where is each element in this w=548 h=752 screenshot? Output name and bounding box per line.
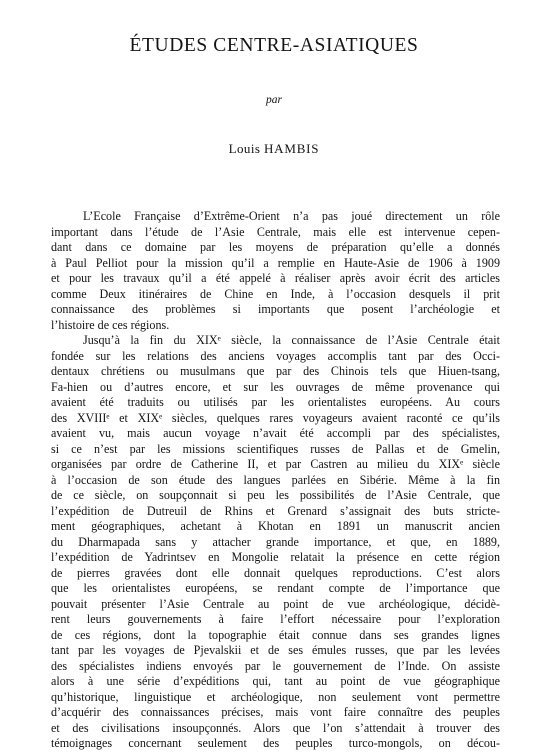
article-body — [51, 209, 500, 752]
text-line: avaient été traduits ou utilisés par les orientalistes européens. Au cours — [51, 395, 500, 409]
text-line: et des civilisations insoupçonnés. Alors que l’on s’attendait à trouver des — [51, 720, 500, 735]
author-name — [0, 141, 548, 157]
text-line: alors à une série d’expéditions qui, tant au point de vue géographique — [51, 674, 500, 688]
text-line: important dans l’étude de l’Asie Centrale, mais elle est intervenue cepen- — [51, 224, 500, 239]
text-line: rent leurs gouvernements à faire l’effort nécessaire pour l’exploration — [51, 612, 500, 626]
text-line: dentaux chrétiens ou musulmans que par des Chinois tels que Hiuen-tsang, — [51, 364, 500, 378]
text-line: témoignages concernant seulement des peuples turco-mongols, on décou- — [51, 736, 500, 750]
text-line: l’expédition de Yadrintsev en Mongolie relatait la présence en cette région — [51, 550, 500, 564]
text-line: fondée sur les relations des anciens voyages accomplis tant par des Occi- — [51, 348, 500, 363]
text-line: connaissance des problèmes si importants que posent l’archéologie et — [51, 302, 500, 316]
paragraph-2 — [51, 333, 500, 752]
text-line: organisées par ordre de Catherine II, et par Castren au milieu du XIXᵉ siècle — [51, 457, 500, 471]
text-line: qu’historique, linguistique et archéologique, non seulement vont permettre — [51, 689, 500, 704]
text-line: à l’occasion de son étude des langues parlées en Sibérie. Même à la fin — [51, 472, 500, 487]
text-line: que les orientalistes européens, se rendant compte de l’importance que — [51, 581, 500, 595]
text-line: d’acquérir des connaissances précises, mais vont faire connaître des peuples — [51, 705, 500, 719]
byline-par: par — [266, 94, 282, 106]
author-surname: HAMBIS — [263, 141, 320, 156]
text-line: à Paul Pelliot pour la mission qu’il a remplie en Haute-Asie de 1906 à 1909 — [51, 255, 500, 270]
text-line: pouvait présenter l’Asie Centrale au point de vue archéologique, décidè- — [51, 596, 500, 611]
text-line: comme Deux itinéraires de Chine en Inde, à l’occasion desquels il prit — [51, 286, 500, 301]
text-line: L’Ecole Française d’Extrême-Orient n’a pas joué directement un rôle — [83, 209, 500, 223]
text-line: Fa-hien ou d’autres encore, et sur les ouvrages de même provenance qui — [51, 379, 500, 394]
text-line: Jusqu’à la fin du XIXᵉ siècle, la connaissance de l’Asie Centrale était — [83, 333, 500, 347]
author-first-name: Louis — [228, 141, 261, 156]
text-line: des XVIIIᵉ et XIXᵉ siècles, quelques rares voyageurs avaient raconté ce qu’ils — [51, 410, 500, 425]
text-line: avaient vu, mais aucun voyage n’avait été accompli par des spécialistes, — [51, 426, 500, 440]
text-line: l’histoire de ces régions. — [51, 317, 170, 332]
text-line: de ce siècle, on soupçonnait si peu les possibilités de l’Asie Centrale, que — [51, 488, 500, 502]
text-line: tant par les voyages de Pjevalskii et de ses émules russes, que par les levées — [51, 643, 500, 657]
text-line: si ce n’est par les missions scientifiques russes de Pallas et de Gmelin, — [51, 441, 500, 456]
article-title: ÉTUDES CENTRE-ASIATIQUES — [129, 35, 419, 56]
text-line: des spécialistes indiens envoyés par le gouvernement de l’Inde. On assiste — [51, 658, 500, 673]
text-line: l’expédition de Dutreuil de Rhins et Grenard s’assignait des buts stricte- — [51, 503, 500, 518]
text-line: ment géographiques, achetant à Khotan en 1891 un manuscrit ancien — [51, 519, 500, 533]
text-line: et pour les travaux qu’il a été appelé à réaliser après avoir écrit des articles — [51, 271, 500, 285]
paragraph-1 — [51, 209, 500, 333]
text-line: de ces régions, dont la topographie était connue dans ses grandes lignes — [51, 627, 500, 642]
text-line: de pierres gravées dont elle donnait quelques reproductions. C’est alors — [51, 565, 500, 580]
text-line: dant dans ce domaine par les moyens de préparation qu’elle a donnés — [51, 240, 500, 254]
text-line: du Dharmapada sans y attacher grande importance, et que, en 1889, — [51, 534, 500, 549]
